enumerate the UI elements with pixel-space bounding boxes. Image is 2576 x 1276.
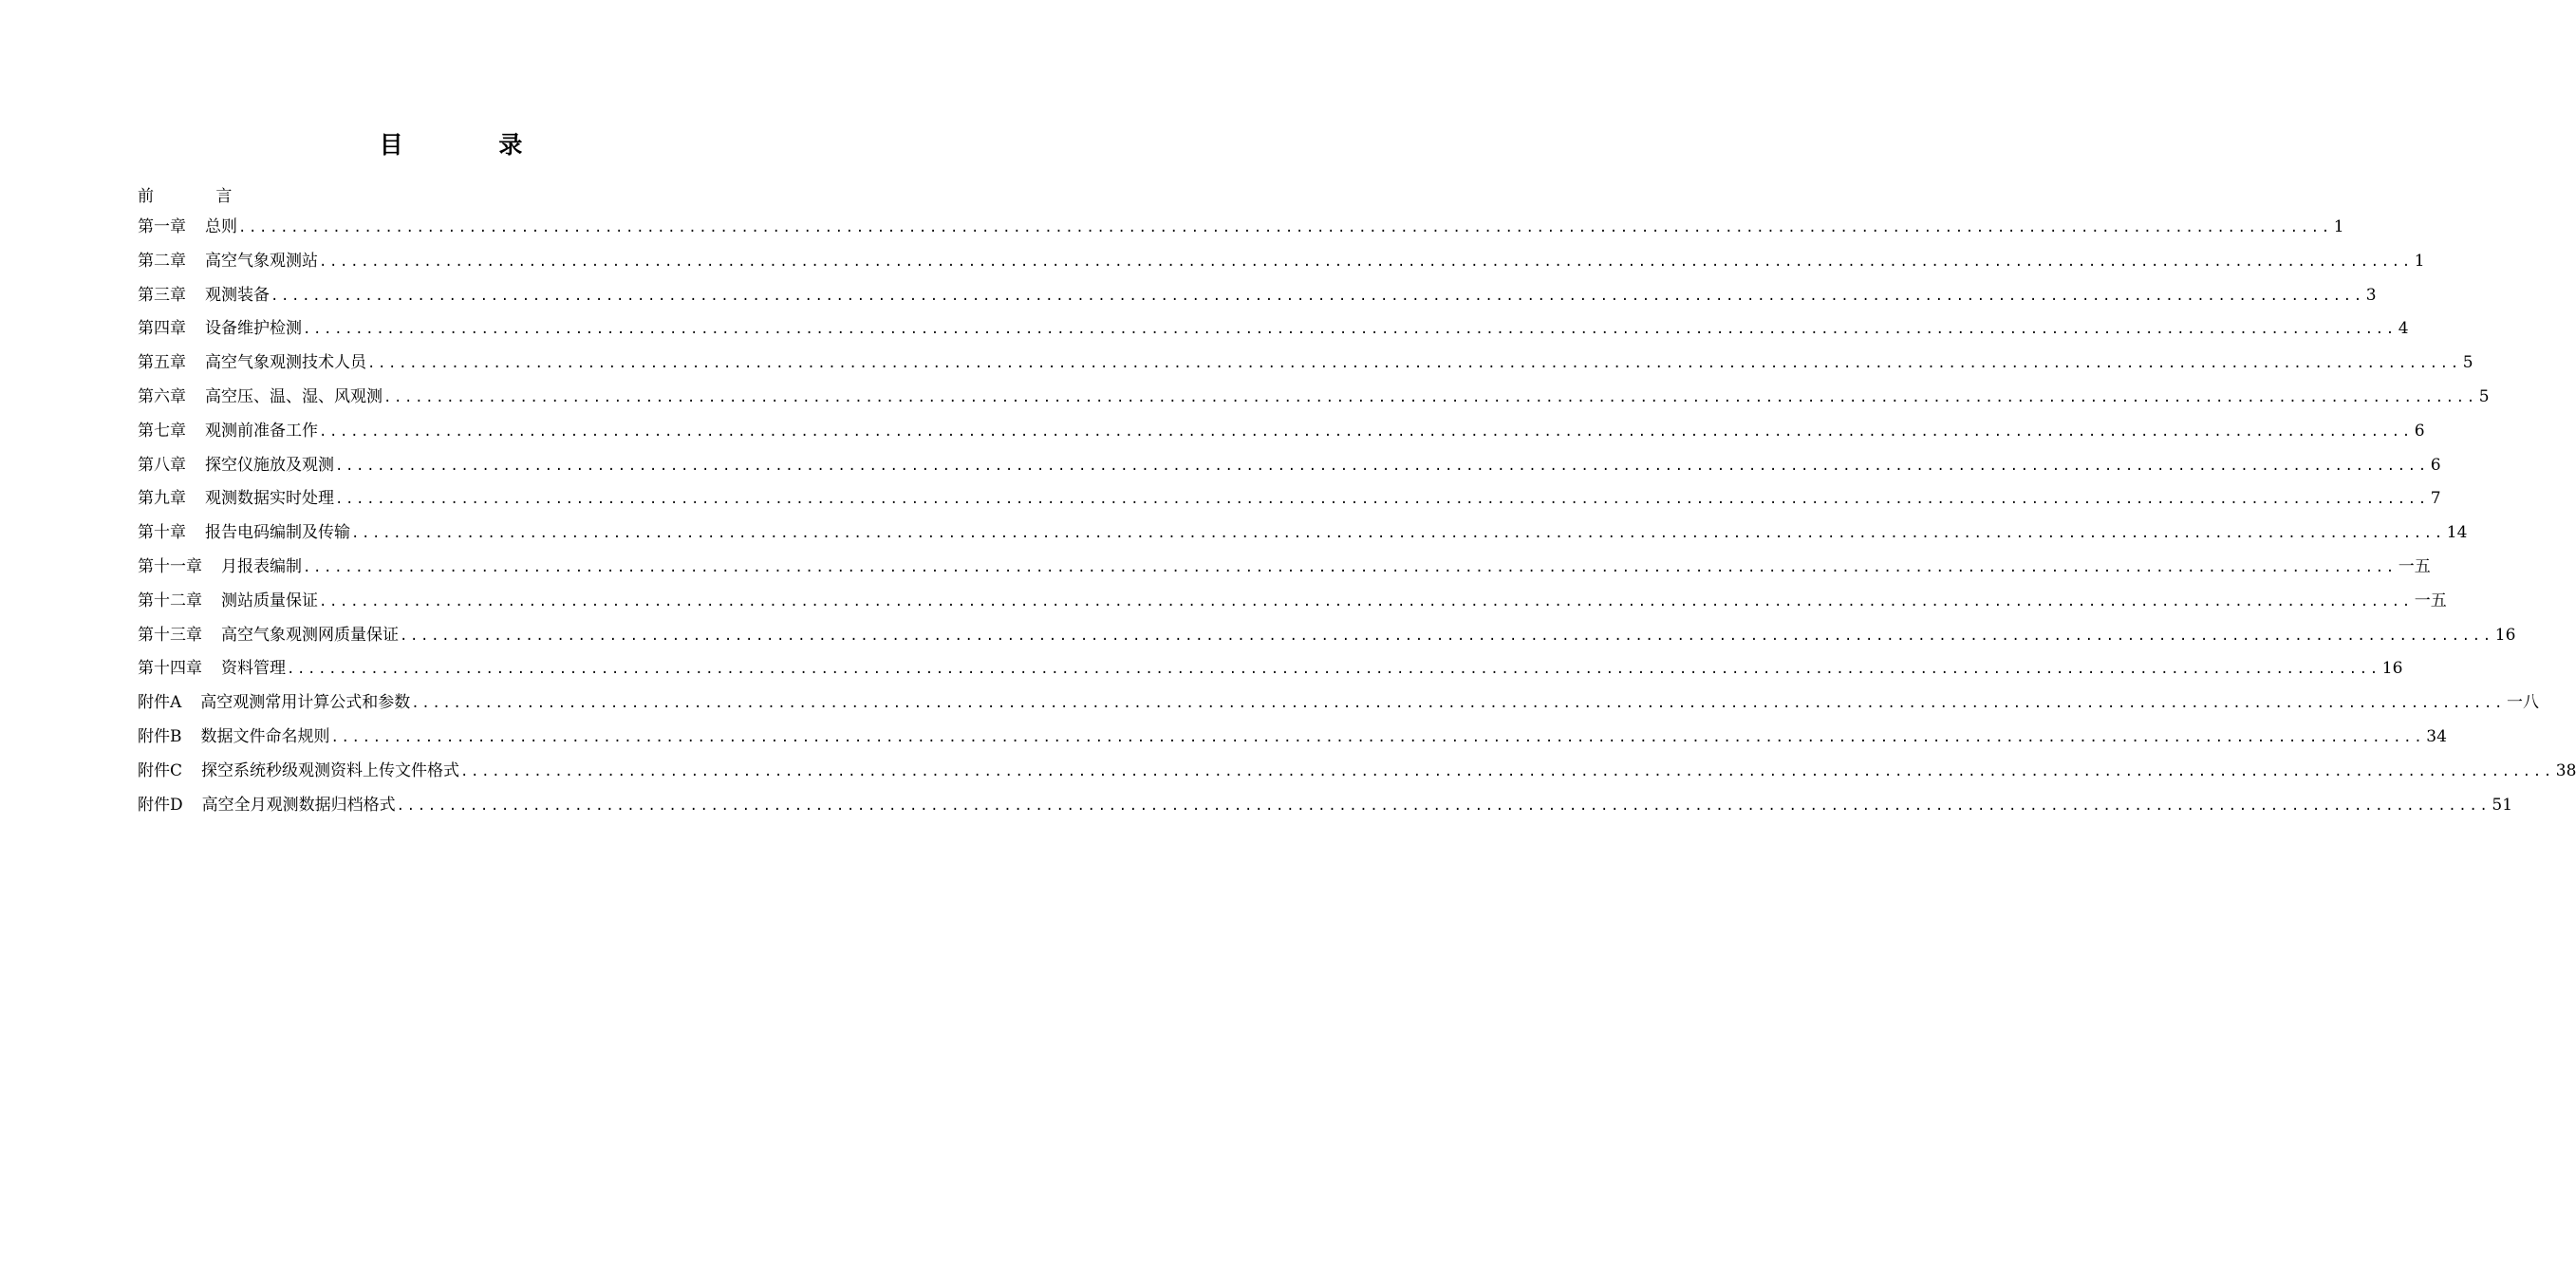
toc-entry[interactable] xyxy=(138,381,2490,415)
toc-entry-title: 高空全月观测数据归档格式 xyxy=(201,795,396,815)
toc-entry-title: 高空气象观测技术人员 xyxy=(205,353,366,373)
toc-entry-number: 第七章 xyxy=(138,421,186,441)
toc-entry-number: 第十一章 xyxy=(138,556,202,576)
toc-entry-page: 5 xyxy=(2478,386,2490,406)
toc-dot-leader: ........................................................................................................................................................................................................ xyxy=(335,458,2429,474)
toc-entry[interactable] xyxy=(138,449,2441,483)
toc-dot-leader: ........................................................................................................................................................................................................ xyxy=(383,389,2477,405)
toc-entry-page: 34 xyxy=(2426,726,2447,746)
toc-entry-title: 设备维护检测 xyxy=(205,319,302,339)
toc-dot-leader: ........................................................................................................................................................................................................ xyxy=(400,628,2493,644)
toc-dot-leader: ........................................................................................................................................................................................................ xyxy=(330,729,2425,745)
toc-dot-leader: ........................................................................................................................................................................................................ xyxy=(367,356,2461,372)
toc-entry[interactable] xyxy=(138,551,2431,585)
toc-entry-page: 一五 xyxy=(2414,591,2447,610)
toc-entry[interactable] xyxy=(138,312,2409,347)
toc-entry-page: 4 xyxy=(2398,319,2409,339)
toc-entry-title: 月报表编制 xyxy=(221,556,302,576)
toc-entry-title: 高空压、温、湿、风观测 xyxy=(205,386,383,406)
table-of-contents xyxy=(138,211,2576,822)
toc-entry-number: 第六章 xyxy=(138,386,186,406)
toc-entry[interactable] xyxy=(138,279,2377,313)
toc-entry-number: 附件B xyxy=(138,726,182,746)
toc-entry-number: 第一章 xyxy=(138,217,186,236)
toc-entry-page: 1 xyxy=(2333,217,2344,236)
toc-entry-number: 第十章 xyxy=(138,523,186,543)
toc-entry-title: 报告电码编制及传输 xyxy=(205,523,350,543)
toc-entry-title: 高空气象观测网质量保证 xyxy=(221,625,399,645)
toc-entry-page: 16 xyxy=(2494,625,2516,645)
toc-entry-title: 观测数据实时处理 xyxy=(205,489,334,509)
toc-entry-title: 高空气象观测站 xyxy=(205,251,318,271)
toc-entry-number: 第八章 xyxy=(138,455,186,475)
toc-entry[interactable] xyxy=(138,652,2403,686)
toc-entry[interactable] xyxy=(138,211,2344,245)
toc-entry-number: 第二章 xyxy=(138,251,186,271)
preface-heading: 前 言 xyxy=(138,187,261,206)
toc-entry-page: 7 xyxy=(2430,489,2441,509)
toc-entry-title: 观测前准备工作 xyxy=(205,421,318,441)
toc-entry-number: 第四章 xyxy=(138,319,186,339)
toc-entry-number: 附件C xyxy=(138,760,183,780)
toc-entry[interactable] xyxy=(138,482,2441,516)
toc-entry-page: 5 xyxy=(2462,353,2473,373)
toc-entry-page: 6 xyxy=(2414,421,2425,441)
toc-entry-page: 一五 xyxy=(2398,556,2431,576)
toc-dot-leader: ........................................................................................................................................................................................................ xyxy=(411,696,2506,712)
toc-entry-page: 1 xyxy=(2414,251,2425,271)
toc-entry-number: 附件A xyxy=(138,693,182,713)
toc-entry-page: 一八 xyxy=(2507,693,2540,713)
toc-entry-number: 第十二章 xyxy=(138,591,202,610)
toc-dot-leader: ........................................................................................................................................................................................................ xyxy=(303,322,2397,338)
toc-entry-title: 探空仪施放及观测 xyxy=(205,455,334,475)
toc-entry[interactable] xyxy=(138,245,2425,279)
toc-entry-number: 第五章 xyxy=(138,353,186,373)
toc-entry-page: 3 xyxy=(2365,285,2377,305)
toc-dot-leader: ........................................................................................................................................................................................................ xyxy=(271,288,2364,304)
toc-dot-leader: ........................................................................................................................................................................................................ xyxy=(303,559,2397,575)
toc-entry-title: 测站质量保证 xyxy=(221,591,318,610)
toc-entry-number: 附件D xyxy=(138,795,183,815)
toc-entry-page: 14 xyxy=(2446,523,2468,543)
toc-entry-title: 数据文件命名规则 xyxy=(200,726,330,746)
toc-entry[interactable] xyxy=(138,755,2576,789)
toc-dot-leader: ........................................................................................................................................................................................................ xyxy=(351,526,2445,542)
page-title: 目 录 xyxy=(379,131,567,159)
toc-entry-number: 第十三章 xyxy=(138,625,202,645)
toc-dot-leader: ........................................................................................................................................................................................................ xyxy=(238,220,2332,235)
toc-entry[interactable] xyxy=(138,789,2513,823)
toc-entry-page: 16 xyxy=(2381,659,2403,679)
toc-entry-number: 第九章 xyxy=(138,489,186,509)
toc-entry-title: 资料管理 xyxy=(221,659,286,679)
toc-entry-title: 总则 xyxy=(205,217,237,236)
toc-entry-page: 38 xyxy=(2555,760,2576,780)
toc-dot-leader: ........................................................................................................................................................................................................ xyxy=(396,798,2491,814)
toc-entry-title: 高空观测常用计算公式和参数 xyxy=(200,693,411,713)
toc-dot-leader: ........................................................................................................................................................................................................ xyxy=(319,253,2413,270)
toc-dot-leader: ........................................................................................................................................................................................................ xyxy=(287,662,2380,678)
toc-entry[interactable] xyxy=(138,721,2447,755)
toc-dot-leader: ........................................................................................................................................................................................................ xyxy=(335,492,2429,508)
toc-entry[interactable] xyxy=(138,516,2468,551)
toc-entry[interactable] xyxy=(138,619,2516,653)
toc-entry-title: 观测装备 xyxy=(205,285,270,305)
toc-entry[interactable] xyxy=(138,347,2473,381)
toc-entry-number: 第十四章 xyxy=(138,659,202,679)
toc-entry-number: 第三章 xyxy=(138,285,186,305)
toc-dot-leader: ........................................................................................................................................................................................................ xyxy=(319,423,2413,440)
toc-entry-page: 6 xyxy=(2430,455,2441,475)
toc-entry[interactable] xyxy=(138,415,2425,449)
toc-dot-leader: ........................................................................................................................................................................................................ xyxy=(460,763,2554,779)
toc-entry[interactable] xyxy=(138,585,2447,619)
toc-dot-leader: ........................................................................................................................................................................................................ xyxy=(319,593,2413,610)
toc-entry-title: 探空系统秒级观测资料上传文件格式 xyxy=(201,760,460,780)
toc-entry[interactable] xyxy=(138,686,2540,721)
toc-entry-page: 51 xyxy=(2492,795,2513,815)
